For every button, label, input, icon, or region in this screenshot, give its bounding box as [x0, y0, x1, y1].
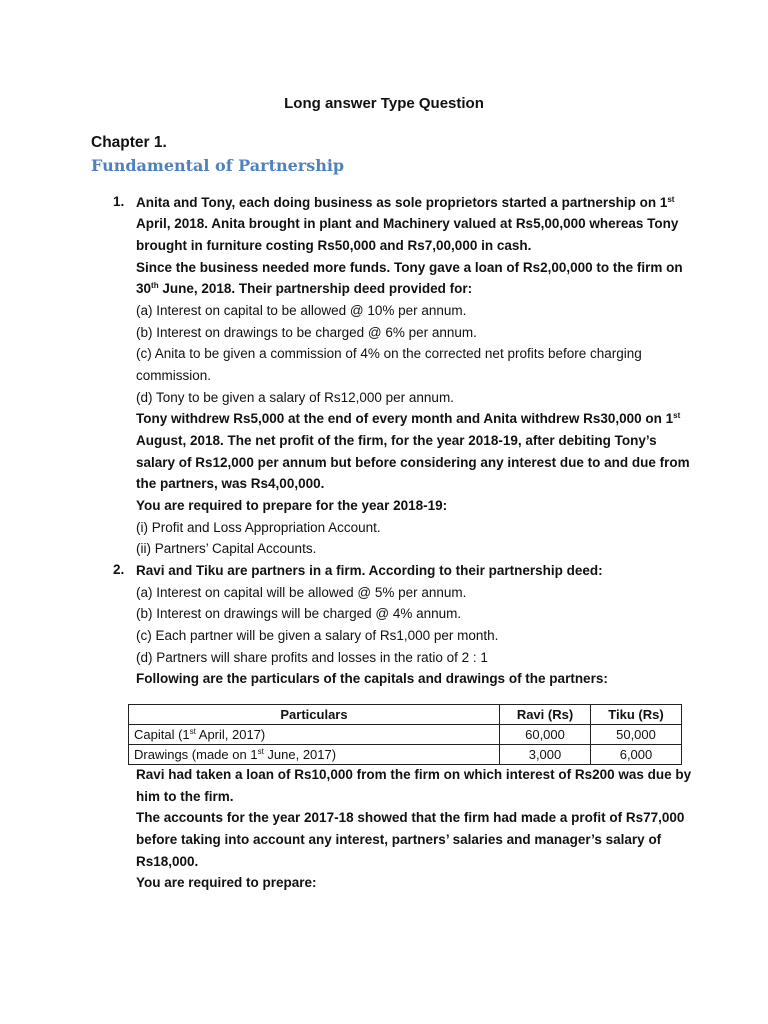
q1-sub-ii: (ii) Partners’ Capital Accounts.: [136, 541, 317, 556]
table-header-ravi: Ravi (Rs): [500, 705, 591, 725]
q2-item-c: (c) Each partner will be given a salary of Rs1,000 per month.: [136, 628, 499, 643]
table-row: [129, 725, 682, 745]
q2-line-2: Following are the particulars of the capitals and drawings of the partners:: [136, 671, 608, 686]
q2-item-a: (a) Interest on capital will be allowed @ 5% per annum.: [136, 585, 467, 600]
q1-line-2: April, 2018. Anita brought in plant and Machinery valued at Rs5,00,000 whereas Tony: [136, 216, 679, 231]
q1-sub-i: (i) Profit and Loss Appropriation Account.: [136, 520, 381, 535]
q1-line-1: Anita and Tony, each doing business as sole proprietors started a partnership on 1st: [136, 195, 675, 210]
q2-para-line-3: The accounts for the year 2017-18 showed that the firm had made a profit of Rs77,000: [136, 810, 685, 825]
q2-para-line-4: before taking into account any interest, partners’ salaries and manager’s salary of: [136, 832, 662, 847]
q1-item-a: (a) Interest on capital to be allowed @ 10% per annum.: [136, 303, 467, 318]
table-cell-ravi: 3,000: [500, 745, 591, 765]
table-header-tiku: Tiku (Rs): [591, 705, 682, 725]
capital-drawings-table: [128, 704, 682, 765]
q2-para-line-2: him to the firm.: [136, 789, 234, 804]
q1-item-b: (b) Interest on drawings to be charged @ 6% per annum.: [136, 325, 477, 340]
q2-para-line-1: Ravi had taken a loan of Rs10,000 from the firm on which interest of Rs200 was due by: [136, 767, 692, 782]
q1-para-line-4: the partners, was Rs4,00,000.: [136, 476, 325, 491]
table-cell-ravi: 60,000: [500, 725, 591, 745]
q1-para-line-3: salary of Rs12,000 per annum but before considering any interest due to and due from: [136, 455, 690, 470]
q1-line-3: brought in furniture costing Rs50,000 and Rs7,00,000 in cash.: [136, 238, 532, 253]
q1-item-c-cont: commission.: [136, 368, 212, 383]
q1-item-d: (d) Tony to be given a salary of Rs12,000 per annum.: [136, 390, 454, 405]
table-row: [129, 745, 682, 765]
q1-item-c: (c) Anita to be given a commission of 4% on the corrected net profits before charging: [136, 346, 642, 361]
table-cell-tiku: 6,000: [591, 745, 682, 765]
q2-line-1: Ravi and Tiku are partners in a firm. According to their partnership deed:: [136, 563, 603, 578]
q1-line-5: 30th June, 2018. Their partnership deed provided for:: [136, 281, 473, 296]
q1-para-line-1: Tony withdrew Rs5,000 at the end of every month and Anita withdrew Rs30,000 on 1st: [136, 411, 681, 426]
q1-para-line-5: You are required to prepare for the year 2018-19:: [136, 498, 448, 513]
table-header-particulars: Particulars: [129, 705, 500, 725]
q2-para-line-5: Rs18,000.: [136, 854, 199, 869]
q2-item-b: (b) Interest on drawings will be charged @ 4% annum.: [136, 606, 462, 621]
question-2-number: 2.: [113, 562, 125, 577]
chapter-heading: Chapter 1.: [91, 134, 167, 151]
q1-para-line-2: August, 2018. The net profit of the firm, for the year 2018-19, after debiting Tony’s: [136, 433, 657, 448]
table-cell-label: Capital (1st April, 2017): [129, 725, 500, 745]
table-header-row: [129, 705, 682, 725]
page-title: Long answer Type Question: [284, 95, 484, 112]
chapter-subtitle: Fundamental of Partnership: [91, 156, 345, 175]
table-cell-tiku: 50,000: [591, 725, 682, 745]
q1-line-4: Since the business needed more funds. Tony gave a loan of Rs2,00,000 to the firm on: [136, 260, 683, 275]
question-1-number: 1.: [113, 194, 125, 209]
table-cell-label: Drawings (made on 1st June, 2017): [129, 745, 500, 765]
q2-para-line-6: You are required to prepare:: [136, 875, 317, 890]
q2-item-d: (d) Partners will share profits and losses in the ratio of 2 : 1: [136, 650, 488, 665]
